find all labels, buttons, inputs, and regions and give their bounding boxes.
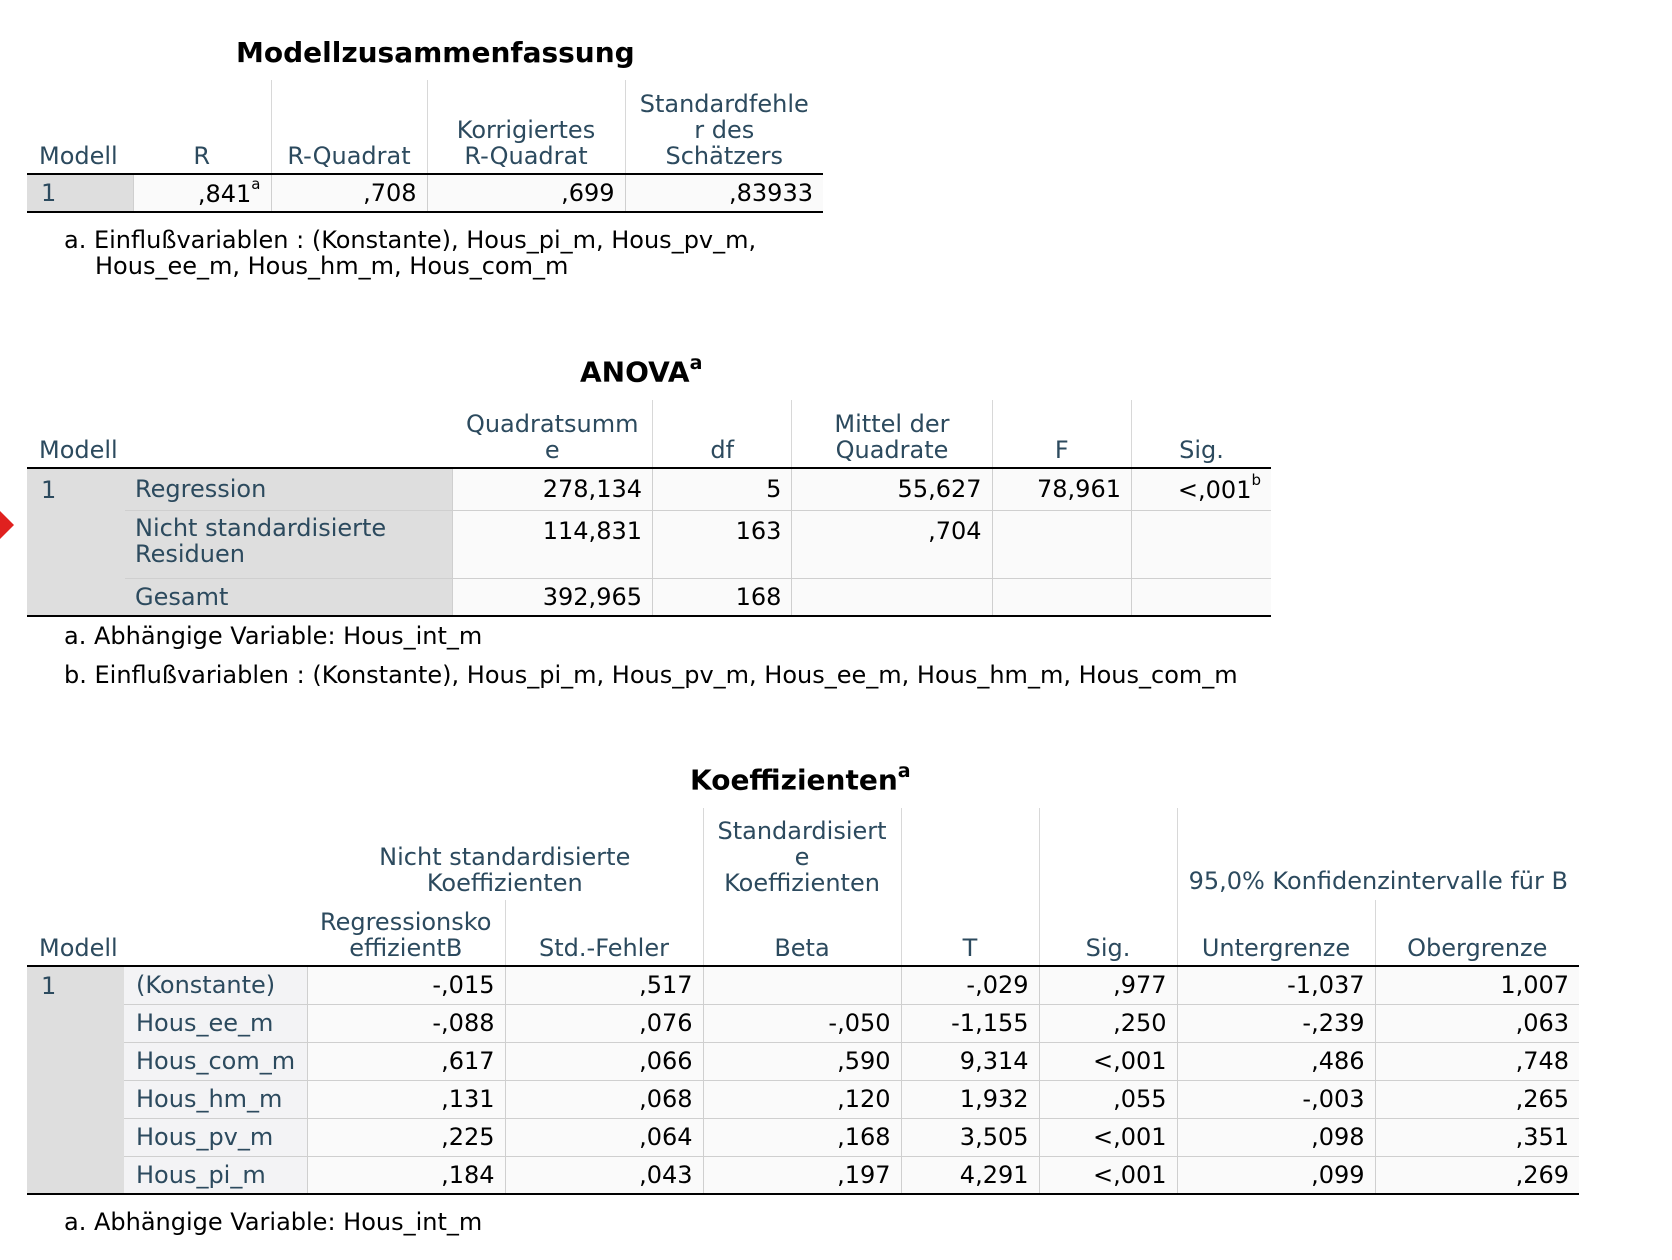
col-header-quadratsumme: Quadratsumm e xyxy=(465,410,639,464)
cell-sig: <,001$^b$ xyxy=(1131,468,1271,510)
col-header-std-fehler: Std.-Fehler xyxy=(505,900,703,966)
cell-lower: ,486 xyxy=(1177,1042,1375,1080)
col-header-konfidenzintervalle: 95,0% Konfidenzintervalle für B xyxy=(1177,808,1579,900)
cell-df: 168 xyxy=(653,578,792,616)
cell-r: ,841$^a$ xyxy=(133,174,271,212)
col-header-standardisierte: Standardisiert e Koeffizienten xyxy=(703,808,901,900)
cell-se: ,517 xyxy=(505,966,703,1004)
cell-beta: ,120 xyxy=(703,1080,901,1118)
cell-se: ,066 xyxy=(505,1042,703,1080)
row-label: Hous_hm_m xyxy=(124,1080,307,1118)
cell-b: -,015 xyxy=(307,966,505,1004)
model-summary-table xyxy=(27,80,823,213)
anova-footnote-a: a. Abhängige Variable: Hous_int_m xyxy=(64,622,483,650)
col-header-r: R xyxy=(193,142,211,170)
cell-upper: 1,007 xyxy=(1375,966,1579,1004)
cell-korr-r-quadrat: ,699 xyxy=(427,174,625,212)
cell-upper: ,269 xyxy=(1375,1156,1579,1194)
col-header-beta: Beta xyxy=(703,900,901,966)
cell-sig: ,977 xyxy=(1039,966,1177,1004)
table-row xyxy=(27,468,1271,510)
cell-beta xyxy=(703,966,901,1004)
cell-beta: -,050 xyxy=(703,1004,901,1042)
row-label: Hous_com_m xyxy=(124,1042,307,1080)
model-cell-blank xyxy=(27,1156,124,1194)
cell-sig: <,001 xyxy=(1039,1156,1177,1194)
model-number: 1 xyxy=(27,966,124,1004)
coefficients-footnote: a. Abhängige Variable: Hous_int_m xyxy=(64,1208,483,1236)
row-label: (Konstante) xyxy=(124,966,307,1004)
col-header-modell: Modell xyxy=(39,142,118,170)
row-label-gesamt: Gesamt xyxy=(125,578,452,616)
row-label-regression: Regression xyxy=(125,468,452,510)
coefficients-table xyxy=(27,808,1579,1195)
col-header-r-quadrat: R-Quadrat xyxy=(271,80,427,174)
table-row xyxy=(27,1042,1579,1080)
cell-r-quadrat: ,708 xyxy=(271,174,427,212)
col-header-regressionskoeffizient: Regressionsko effizientB xyxy=(319,908,492,962)
coefficients-title: Koeffizienten$^a$ xyxy=(690,760,911,797)
cell-t: 3,505 xyxy=(901,1118,1039,1156)
table-row xyxy=(27,1156,1579,1194)
table-row xyxy=(27,1004,1579,1042)
cell-t: -1,155 xyxy=(901,1004,1039,1042)
model-cell-blank xyxy=(27,510,125,578)
row-label: Hous_ee_m xyxy=(124,1004,307,1042)
row-label-residuen: Nicht standardisierte Residuen xyxy=(125,510,452,578)
cell-quadratsumme: 114,831 xyxy=(452,510,652,578)
cell-df: 163 xyxy=(653,510,792,578)
cell-lower: ,099 xyxy=(1177,1156,1375,1194)
cell-upper: ,748 xyxy=(1375,1042,1579,1080)
col-header-mittel-der-quadrate: Mittel der Quadrate xyxy=(792,400,992,468)
table-row xyxy=(27,578,1271,616)
model-cell-blank xyxy=(27,1118,124,1156)
cell-quadratsumme: 278,134 xyxy=(452,468,652,510)
col-header-blank xyxy=(27,808,124,900)
anova-table xyxy=(27,400,1271,617)
cell-b: ,617 xyxy=(307,1042,505,1080)
row-label: Hous_pi_m xyxy=(124,1156,307,1194)
col-header-nicht-standardisierte: Nicht standardisierte Koeffizienten xyxy=(379,843,631,897)
col-header-standardfehler: Standardfehle r des Schätzers xyxy=(625,80,823,174)
cell-lower: ,098 xyxy=(1177,1118,1375,1156)
col-header-sig: Sig. xyxy=(1039,900,1177,966)
model-number: 1 xyxy=(27,174,133,212)
cell-mittel-der-quadrate: 55,627 xyxy=(792,468,992,510)
cell-lower: -,239 xyxy=(1177,1004,1375,1042)
col-header-modell: Modell xyxy=(39,934,118,962)
cell-se: ,043 xyxy=(505,1156,703,1194)
col-header-korr-r-quadrat: Korrigiertes R-Quadrat xyxy=(427,80,625,174)
col-header-t: T xyxy=(901,900,1039,966)
cell-sig xyxy=(1131,510,1271,578)
cell-upper: ,265 xyxy=(1375,1080,1579,1118)
cell-b: ,131 xyxy=(307,1080,505,1118)
cell-sig: <,001 xyxy=(1039,1042,1177,1080)
col-header-blank xyxy=(124,900,307,966)
cell-standardfehler: ,83933 xyxy=(625,174,823,212)
col-header-blank xyxy=(1039,808,1177,900)
anova-title: ANOVA$^a$ xyxy=(580,352,703,389)
table-row xyxy=(27,1080,1579,1118)
cell-beta: ,197 xyxy=(703,1156,901,1194)
row-marker-icon xyxy=(0,511,14,539)
cell-f: 78,961 xyxy=(992,468,1131,510)
col-header-modell: Modell xyxy=(39,436,118,464)
model-cell-blank xyxy=(27,1004,124,1042)
row-label: Hous_pv_m xyxy=(124,1118,307,1156)
col-header-blank xyxy=(125,400,452,468)
cell-f xyxy=(992,510,1131,578)
cell-t: 4,291 xyxy=(901,1156,1039,1194)
cell-f xyxy=(992,578,1131,616)
model-cell-blank xyxy=(27,1042,124,1080)
model-cell-blank xyxy=(27,578,125,616)
cell-sig: <,001 xyxy=(1039,1118,1177,1156)
model-summary-title: Modellzusammenfassung xyxy=(236,36,635,69)
col-header-obergrenze: Obergrenze xyxy=(1375,900,1579,966)
col-header-untergrenze: Untergrenze xyxy=(1177,900,1375,966)
table-row xyxy=(27,1118,1579,1156)
cell-lower: -1,037 xyxy=(1177,966,1375,1004)
cell-upper: ,063 xyxy=(1375,1004,1579,1042)
anova-footnote-b: b. Einflußvariablen : (Konstante), Hous_pi_m, Hous_pv_m, Hous_ee_m, Hous_hm_m, Hous_com_m xyxy=(64,661,1238,689)
table-row xyxy=(27,510,1271,578)
cell-mittel-der-quadrate xyxy=(792,578,992,616)
cell-se: ,076 xyxy=(505,1004,703,1042)
col-header-f: F xyxy=(992,400,1131,468)
cell-quadratsumme: 392,965 xyxy=(452,578,652,616)
cell-sig xyxy=(1131,578,1271,616)
cell-b: ,184 xyxy=(307,1156,505,1194)
cell-b: ,225 xyxy=(307,1118,505,1156)
cell-beta: ,590 xyxy=(703,1042,901,1080)
cell-se: ,068 xyxy=(505,1080,703,1118)
cell-sig: ,055 xyxy=(1039,1080,1177,1118)
cell-df: 5 xyxy=(653,468,792,510)
model-summary-footnote: a. Einflußvariablen : (Konstante), Hous_pi_m, Hous_pv_m, Hous_ee_m, Hous_hm_m, Hous_com_m xyxy=(64,226,757,280)
model-number: 1 xyxy=(27,468,125,510)
cell-b: -,088 xyxy=(307,1004,505,1042)
cell-beta: ,168 xyxy=(703,1118,901,1156)
table-row xyxy=(27,174,823,212)
col-header-sig: Sig. xyxy=(1131,400,1271,468)
col-header-blank xyxy=(124,808,307,900)
cell-t: 9,314 xyxy=(901,1042,1039,1080)
cell-t: -,029 xyxy=(901,966,1039,1004)
cell-t: 1,932 xyxy=(901,1080,1039,1118)
table-row xyxy=(27,966,1579,1004)
col-header-df: df xyxy=(653,400,792,468)
col-header-blank xyxy=(901,808,1039,900)
cell-upper: ,351 xyxy=(1375,1118,1579,1156)
cell-sig: ,250 xyxy=(1039,1004,1177,1042)
cell-mittel-der-quadrate: ,704 xyxy=(792,510,992,578)
model-cell-blank xyxy=(27,1080,124,1118)
cell-lower: -,003 xyxy=(1177,1080,1375,1118)
cell-se: ,064 xyxy=(505,1118,703,1156)
